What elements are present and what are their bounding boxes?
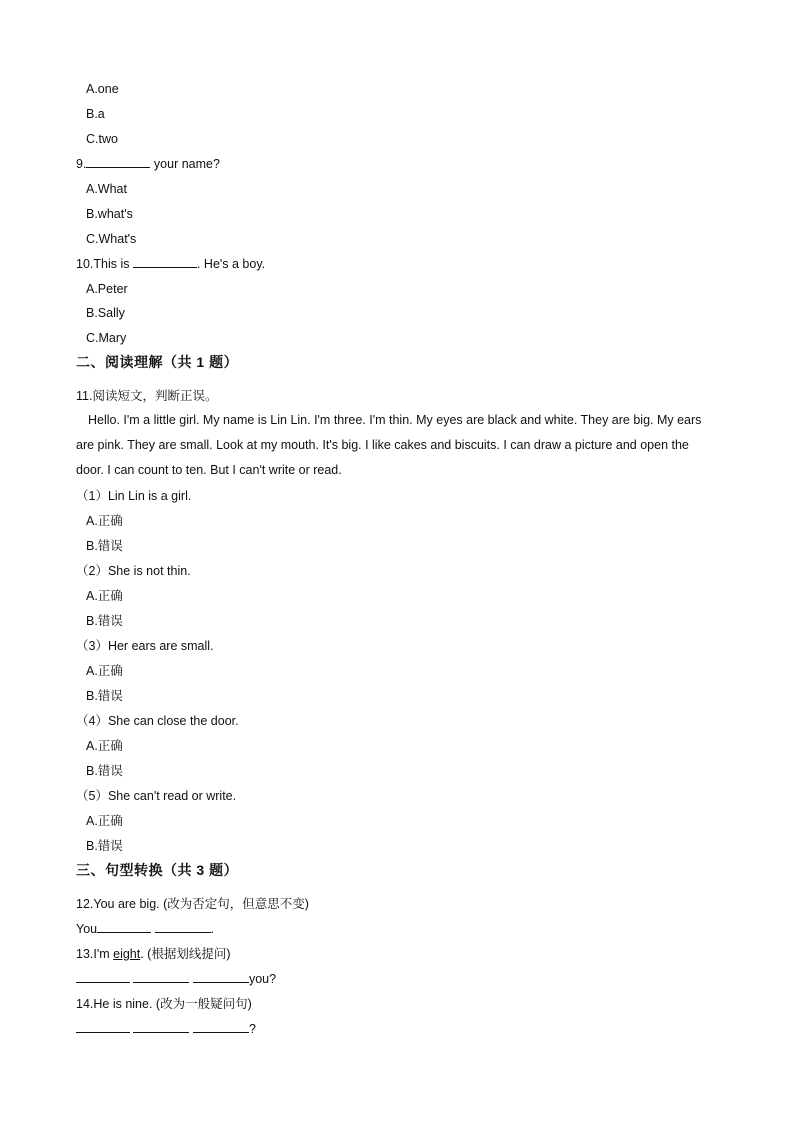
- q11-sub-1-option-a: A.正确: [86, 514, 123, 528]
- q10-option-c: C.Mary: [86, 331, 127, 345]
- q11-sub-4-option-b: B.错误: [86, 764, 123, 778]
- q10-option-b: B.Sally: [86, 306, 125, 320]
- q11-sub-4: （4）She can close the door.: [76, 714, 239, 728]
- q14-blank-3: [193, 1020, 249, 1033]
- q11-sub-5: （5）She can't read or write.: [76, 789, 237, 803]
- q11-sub-3-option-b: B.错误: [86, 689, 123, 703]
- q14-prompt: 14.He is nine. (改为一般疑问句): [76, 997, 252, 1011]
- q11-passage: Hello. I'm a little girl. My name is Lin Lin. I'm three. I'm thin. My eyes are black and white. They are big. My ears are pink. They are small. Look at my mouth. It's big. I like cakes and biscuits. I can draw a picture and open the door. I can count to ten. But I can't write or read.: [76, 413, 702, 477]
- q10-question: [76, 255, 265, 273]
- q11-sub-1: （1）Lin Lin is a girl.: [76, 489, 192, 503]
- q13-answer-line: [76, 970, 276, 988]
- q13-text-pre: 13.I'm: [76, 947, 114, 961]
- q14-blank-2: [133, 1020, 189, 1033]
- q9-blank: [86, 155, 150, 168]
- q12-answer-end: .: [210, 922, 215, 936]
- q14-blank-1: [76, 1020, 130, 1033]
- q12-blank-1: [97, 920, 151, 933]
- q11-sub-3-option-a: A.正确: [86, 664, 123, 678]
- q9-question: [76, 155, 220, 173]
- q11-sub-5-option-a: A.正确: [86, 814, 123, 828]
- q11-prompt: 11.阅读短文，判断正误。: [76, 389, 218, 403]
- q13-underlined-word: eight: [113, 947, 141, 961]
- q13-text-post: . (根据划线提问): [140, 947, 231, 961]
- q10-text-post: . He's a boy.: [196, 257, 266, 271]
- q10-option-a: A.Peter: [86, 282, 128, 296]
- q8-option-c: C.two: [86, 132, 118, 146]
- q13-blank-2: [133, 970, 189, 983]
- q9-number: 9.: [76, 157, 87, 171]
- q13-prompt: [76, 945, 231, 963]
- q14-answer-end: ?: [248, 1022, 256, 1036]
- q12-prompt: 12.You are big. (改为否定句，但意思不变): [76, 897, 309, 911]
- q11-sub-1-option-b: B.错误: [86, 539, 123, 553]
- q9-text: your name?: [150, 157, 220, 171]
- q9-option-a: A.What: [86, 182, 127, 196]
- q9-option-c: C.What's: [86, 232, 137, 246]
- q8-option-b: B.a: [86, 107, 105, 121]
- q11-sub-2-option-b: B.错误: [86, 614, 123, 628]
- q14-answer-line: [76, 1020, 256, 1038]
- q8-option-a: A.one: [86, 82, 119, 96]
- q13-answer-end: you?: [248, 972, 277, 986]
- q13-blank-1: [76, 970, 130, 983]
- q11-sub-2: （2）She is not thin.: [76, 564, 191, 578]
- q11-sub-2-option-a: A.正确: [86, 589, 123, 603]
- q12-blank-2: [155, 920, 211, 933]
- section-2-heading: 二、阅读理解（共 1 题）: [76, 354, 239, 370]
- q9-option-b: B.what's: [86, 207, 133, 221]
- q11-sub-5-option-b: B.错误: [86, 839, 123, 853]
- q11-sub-3: （3）Her ears are small.: [76, 639, 214, 653]
- q11-sub-4-option-a: A.正确: [86, 739, 123, 753]
- q10-text-pre: 10.This is: [76, 257, 133, 271]
- section-3-heading: 三、句型转换（共 3 题）: [76, 862, 239, 878]
- q13-blank-3: [193, 970, 249, 983]
- q12-answer-line: [76, 920, 214, 938]
- q10-blank: [133, 255, 197, 268]
- q12-answer-prefix: You: [76, 922, 98, 936]
